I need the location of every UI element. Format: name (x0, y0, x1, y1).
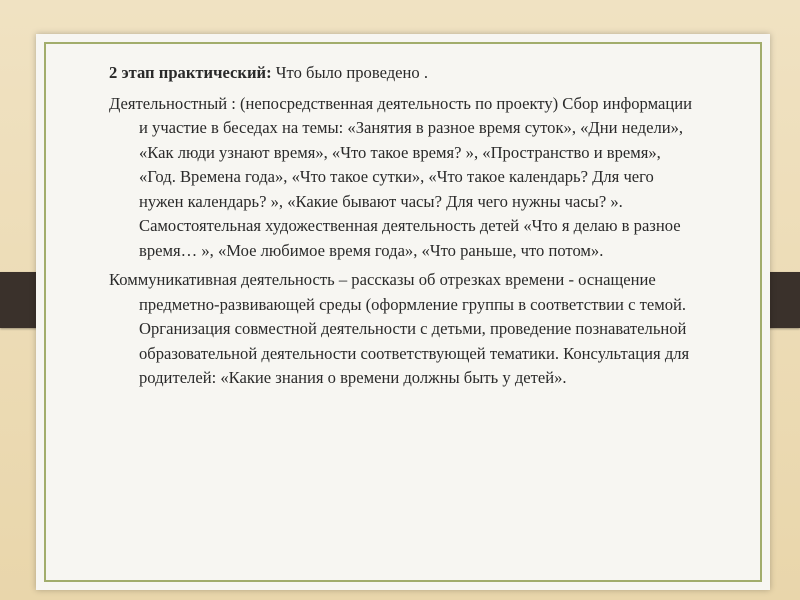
heading-bold: 2 этап практический: (109, 63, 272, 82)
slide-card (36, 34, 770, 590)
slide-heading (109, 61, 695, 86)
paragraph-communicative: Коммуникативная деятельность – рассказы об отрезках времени - оснащение предметно-развивающей среды (оформление группы в соответствии с темой. Организация совместной деятельности с детьми, проведение познавательной образовательной деятельности соответствующей тематики. Консультация для родителей: «Какие знания о времени должны быть у детей». (109, 270, 690, 387)
paragraph-activity: Деятельностный : (непосредственная деятельность по проекту) Сбор информации и участие в беседах на темы: «Занятия в разное время суток», «Дни недели», «Как люди узнают время», «Что такое время? », «Пространство и время», «Год. Времена года», «Что такое сутки», «Что такое календарь? Для чего нужен календарь? », «Какие бывают часы? Для чего нужны часы? ». Самостоятельная художественная деятельность детей «Что я делаю в разное время… », «Мое любимое время года», «Что раньше, что потом». (109, 93, 692, 260)
heading-text: Что было проведено . (271, 63, 428, 82)
slide-content (109, 61, 695, 396)
